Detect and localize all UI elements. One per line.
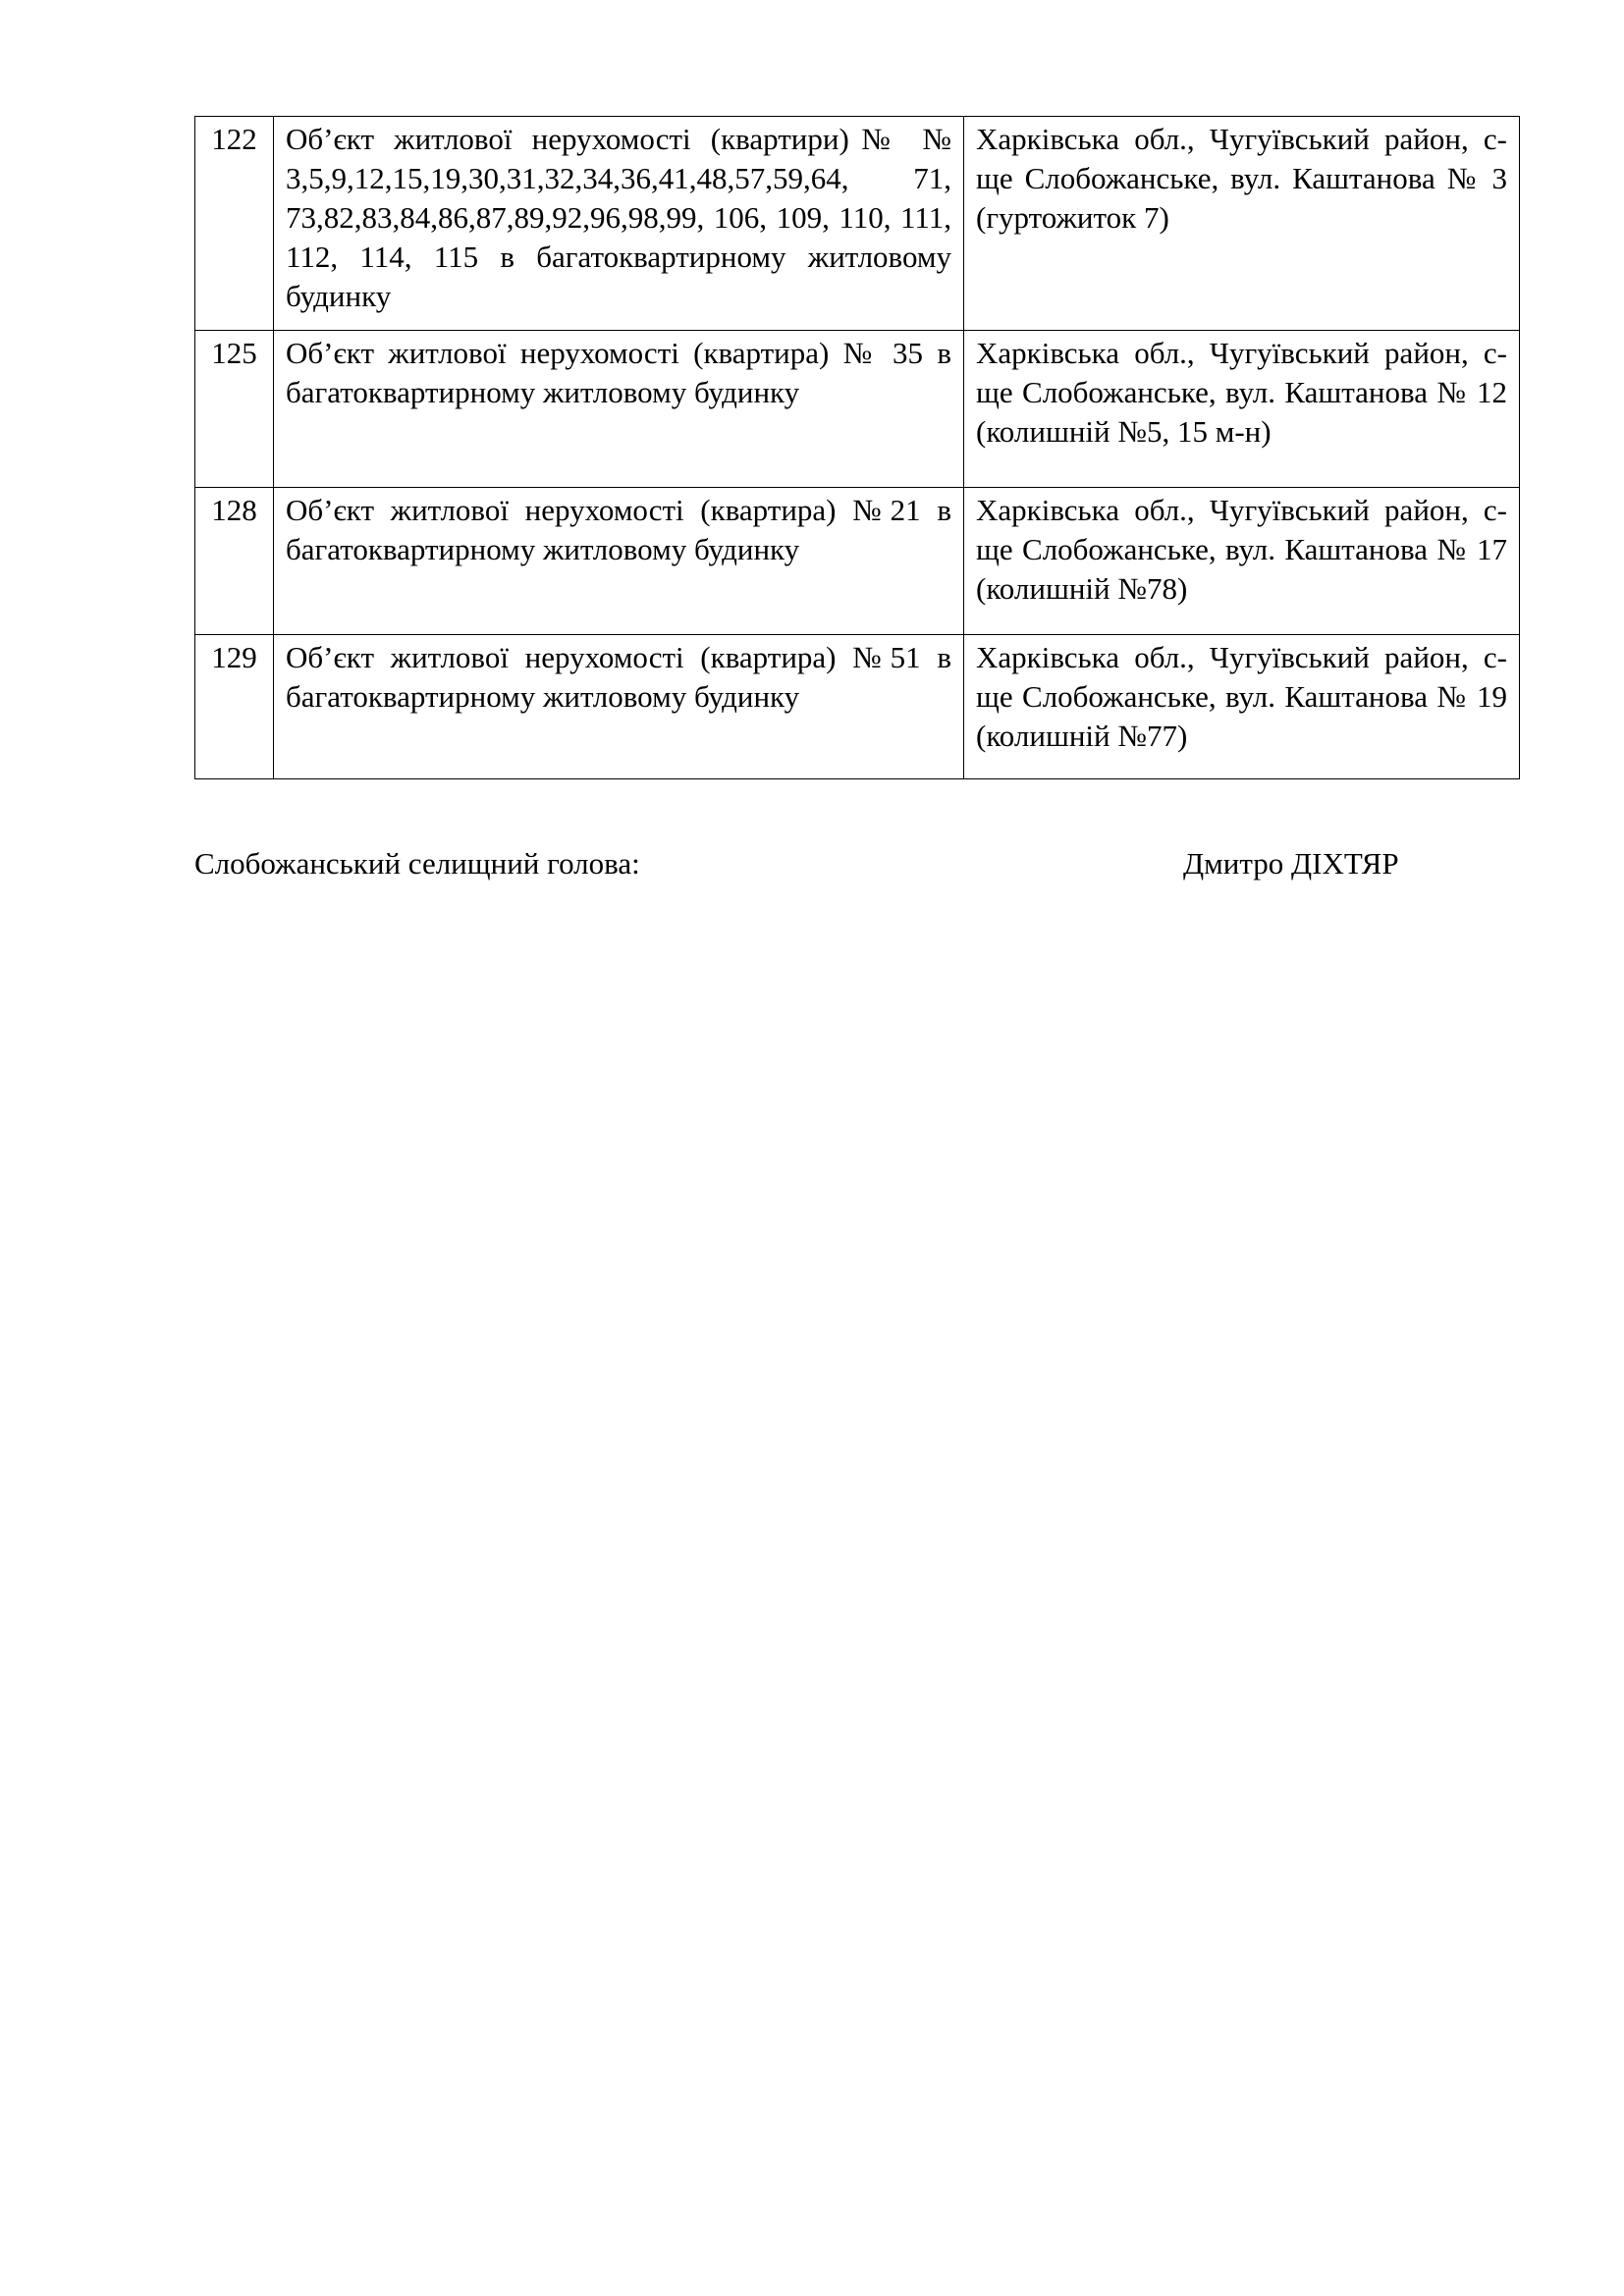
row-number: 128 (195, 488, 274, 635)
object-address: Харківська обл., Чугуївський район, с-ще Слобожанське, вул. Каштанова № 12 (колишній №5, 15 м-н) (964, 331, 1520, 488)
table-row (195, 488, 1520, 635)
table-row (195, 635, 1520, 779)
object-address: Харківська обл., Чугуївський район, с-ще Слобожанське, вул. Каштанова № 17 (колишній №78) (964, 488, 1520, 635)
property-table (194, 116, 1520, 779)
table-row (195, 331, 1520, 488)
row-number: 122 (195, 117, 274, 331)
row-number: 129 (195, 635, 274, 779)
table-row (195, 117, 1520, 331)
signatory-name: Дмитро ДІХТЯР (1183, 846, 1399, 881)
object-description: Об’єкт житлової нерухомості (квартира) №51 в багатоквартирному житловому будинку (274, 635, 964, 779)
object-description: Об’єкт житлової нерухомості (квартира) № 35 в багатоквартирному житловому будинку (274, 331, 964, 488)
signatory-title: Слобожанський селищний голова: (194, 846, 640, 881)
object-address: Харківська обл., Чугуївський район, с-ще Слобожанське, вул. Каштанова № 19 (колишній №77) (964, 635, 1520, 779)
row-number: 125 (195, 331, 274, 488)
object-address: Харківська обл., Чугуївський район, с-ще Слобожанське, вул. Каштанова № 3 (гуртожиток 7) (964, 117, 1520, 331)
object-description: Об’єкт житлової нерухомості (квартира) №21 в багатоквартирному житловому будинку (274, 488, 964, 635)
object-description: Об’єкт житлової нерухомості (квартири)№ № 3,5,9,12,15,19,30,31,32,34,36,41,48,57,59,64, 71, 73,82,83,84,86,87,89,92,96,98,99, 106, 109, 110, 111, 112, 114, 115 в багатоквартирному житловому будинку (274, 117, 964, 331)
